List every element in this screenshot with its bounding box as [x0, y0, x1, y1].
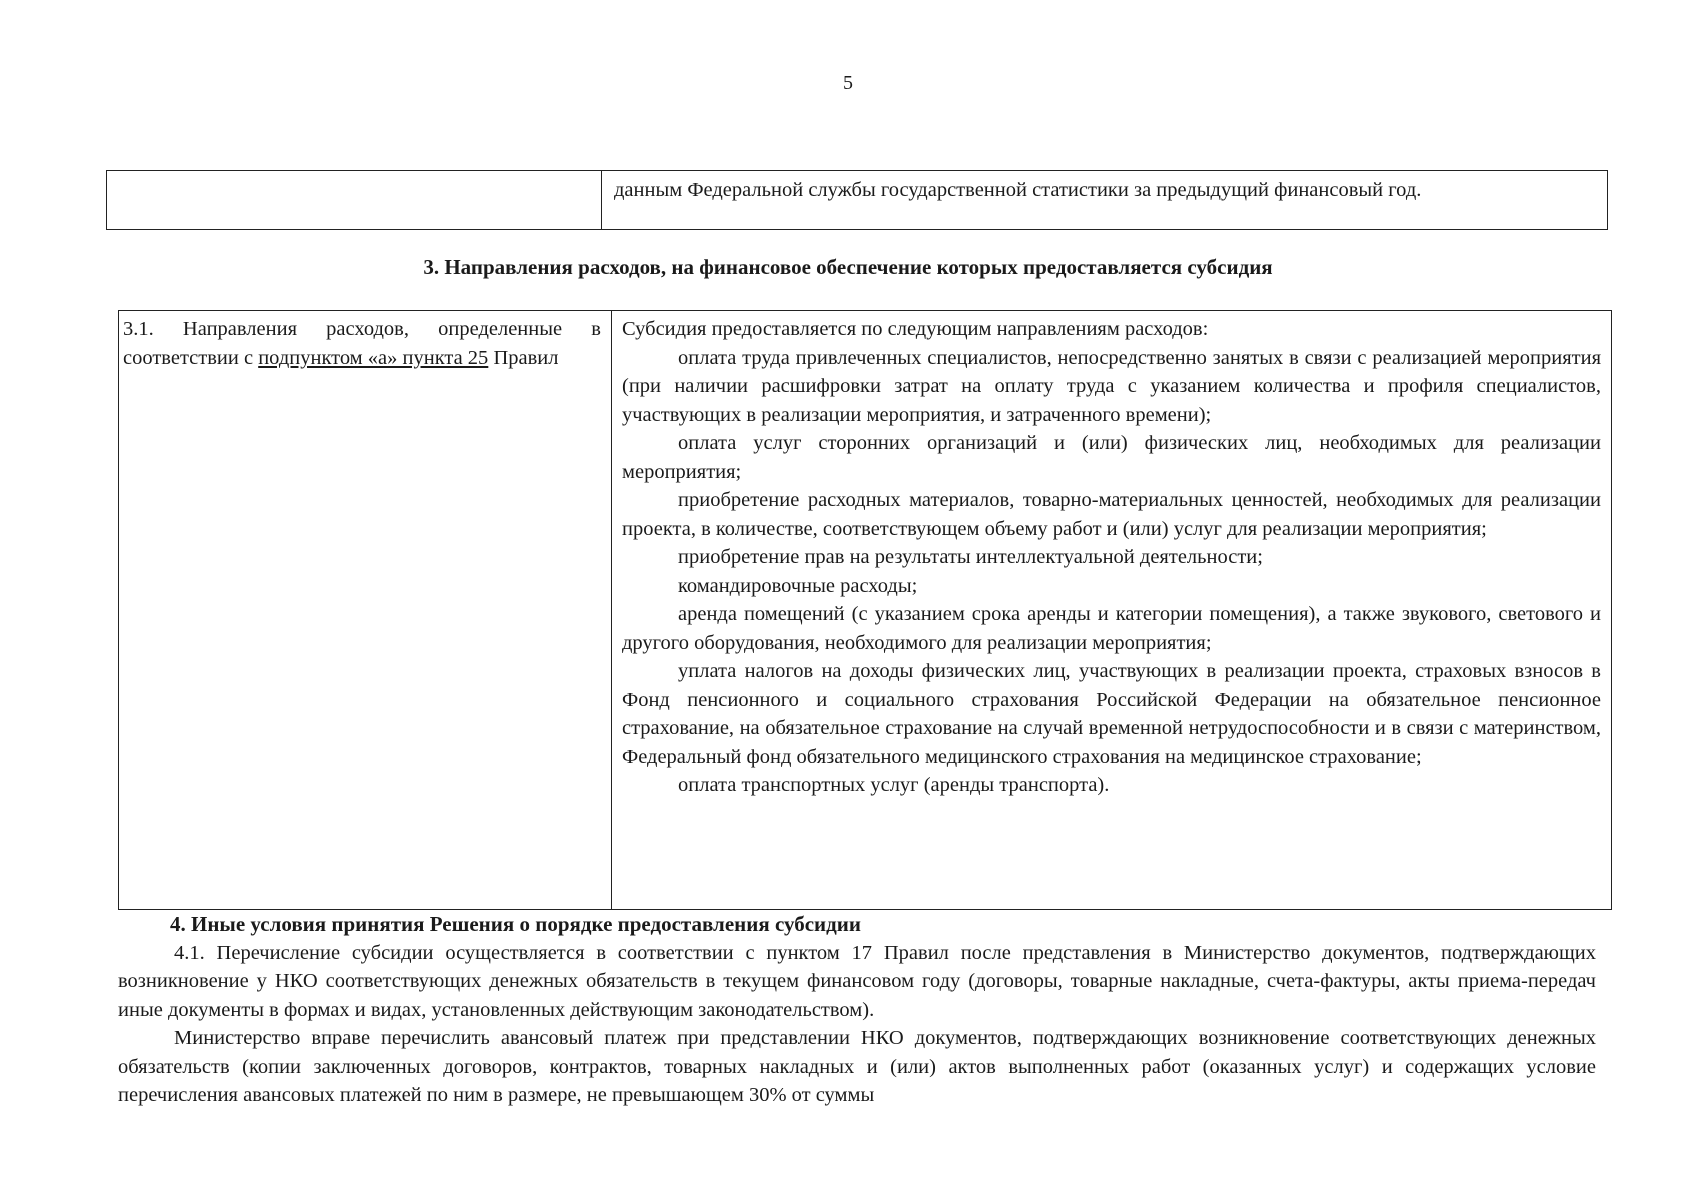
section-4-heading: 4. Иные условия принятия Решения о порядке предоставления субсидии — [170, 912, 861, 936]
expense-item: командировочные расходы; — [678, 574, 918, 597]
section-3-heading: 3. Направления расходов, на финансовое обеспечение которых предоставляется субсидия — [423, 255, 1273, 279]
expense-item: оплата транспортных услуг (аренды транспорта). — [678, 774, 1110, 796]
expense-item: уплата налогов на доходы физических лиц, участвующих в реализации проекта, страховых взносов в Фонд пенсионного и социального страхования Российской Федерации на обязательное пенсионное страхование, на обязательное страхование на случай временной нетрудоспособности и в связи с материнством, Федеральный фонд обязательного медицинского страхования на медицинское страхование; — [622, 660, 1601, 768]
section-4 — [118, 910, 1596, 1110]
expense-item: приобретение прав на результаты интеллектуальной деятельности; — [678, 546, 1263, 568]
continuation-table — [106, 170, 1608, 230]
page-number: 5 — [843, 72, 853, 94]
expense-item: аренда помещений (с указанием срока аренды и категории помещения), а также звукового, светового и другого оборудования, необходимого для реализации мероприятия; — [622, 603, 1601, 654]
table-cell-left — [107, 171, 602, 230]
paragraph-4-1: 4.1. Перечисление субсидии осуществляется в соответствии с пунктом 17 Правил после представления в Министерство документов, подтверждающих возникновение у НКО соответствующих денежных обязательств в текущем финансовом году (договоры, товарные накладные, счета-фактуры, акты приема-передач иные документы в формах и видах, установленных действующим законодательством). — [118, 941, 1596, 1021]
clause-text-end: Правил — [488, 346, 559, 369]
table-row — [119, 311, 1612, 910]
table-row — [107, 171, 1608, 230]
expense-item: оплата труда привлеченных специалистов, непосредственно занятых в связи с реализацией мероприятия (при наличии расшифровки затрат на оплату труда с указанием количества и профиля специалистов, участвующих в реализации мероприятия, и затраченного времени); — [622, 346, 1601, 426]
clause-3-1 — [123, 315, 601, 372]
expense-item: приобретение расходных материалов, товарно-материальных ценностей, необходимых для реализации проекта, в количестве, соответствующем объему работ и (или) услуг для реализации мероприятия; — [622, 489, 1601, 540]
directions-intro: Субсидия предоставляется по следующим направлениям расходов: — [622, 318, 1209, 340]
expense-item: оплата услуг сторонних организаций и (или) физических лиц, необходимых для реализации мероприятия; — [622, 432, 1601, 483]
paragraph-advance-payment: Министерство вправе перечислить авансовый платеж при представлении НКО документов, подтверждающих возникновение соответствующих денежных обязательств (копии заключенных договоров, контрактов, товарных накладных и (или) актов выполненных работ (оказанных услуг) и содержащих условие перечисления авансовых платежей по ним в размере, не превышающем 30% от суммы — [118, 1027, 1596, 1106]
expense-directions-table — [118, 310, 1612, 910]
clause-text: 3.1. Направления расходов, определенные в соответствии с — [123, 318, 601, 369]
table-cell-left — [119, 311, 612, 910]
table-cell-right — [612, 311, 1612, 910]
rules-reference-link[interactable]: подпунктом «а» пункта 25 — [258, 346, 489, 369]
table-cell-right: данным Федеральной службы государственной статистики за предыдущий финансовый год. — [602, 171, 1608, 230]
